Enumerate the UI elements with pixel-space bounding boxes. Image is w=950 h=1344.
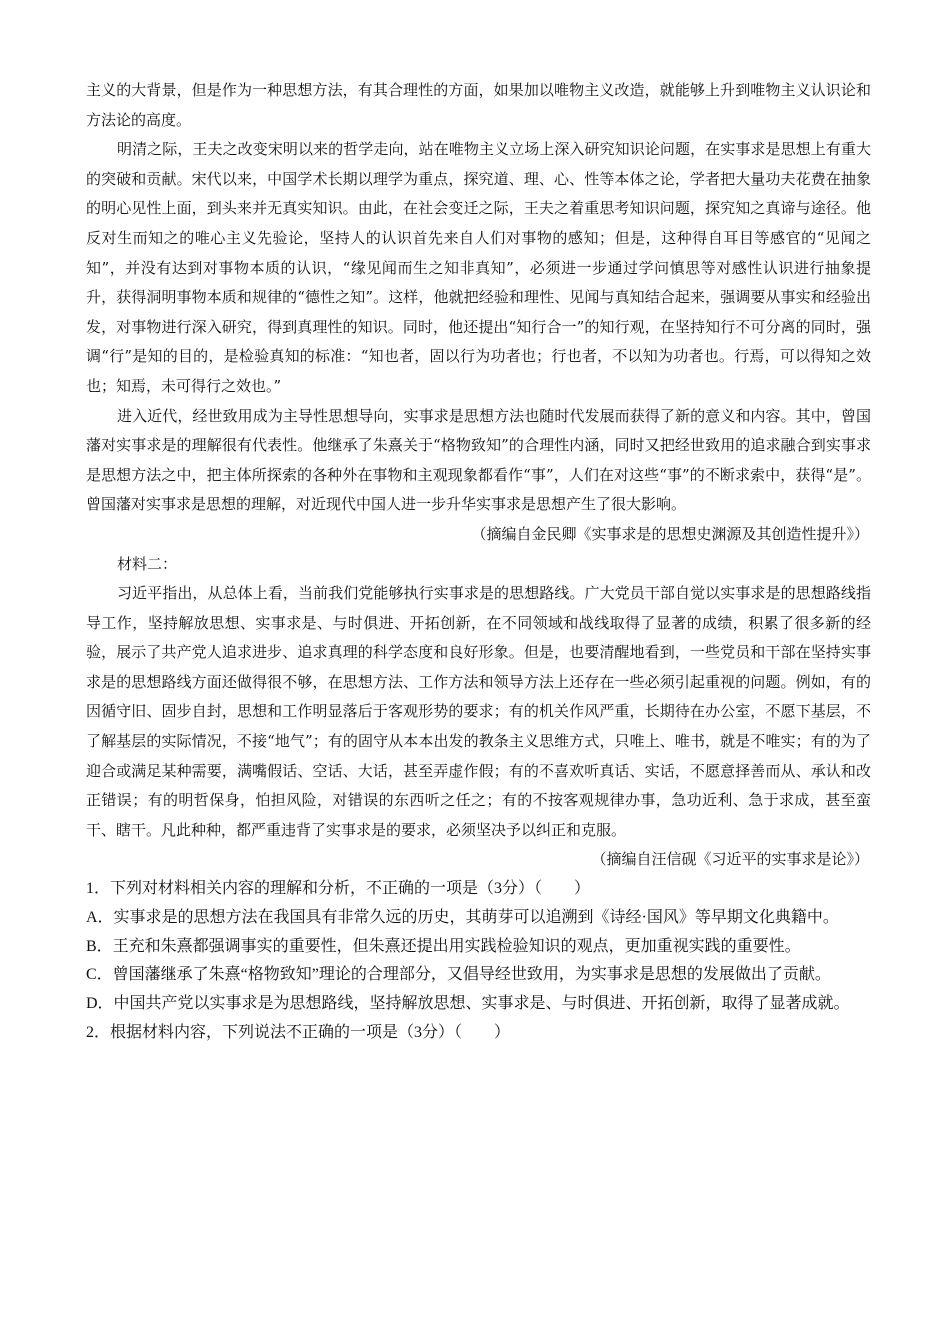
material-one: [86, 76, 871, 550]
question-1-option-a: A．实事求是的思想方法在我国具有非常久远的历史，其萌芽可以追溯到《诗经·国风》等早期文化典籍中。: [86, 908, 839, 926]
exam-page: [86, 76, 871, 1048]
question-1-option-d: D．中国共产党以实事求是为思想路线，坚持解放思想、实事求是、与时俱进、开拓创新，取得了显著成就。: [86, 995, 850, 1013]
material-one-source: （摘编自金民卿《实事求是的思想史渊源及其创造性提升》）: [471, 524, 869, 543]
material-two: [86, 550, 871, 876]
material-two-paragraph: 习近平指出，从总体上看，当前我们党能够执行实事求是的思想路线。广大党员干部自觉以实事求是的思想路线指导工作，坚持解放思想、实事求是、与时俱进、开拓创新，在不同领域和战线取得了显著的成绩，积累了很多新的经验，展示了共产党人追求进步、追求真理的科学态度和良好形象。但是，也要清醒地看到，一些党员和干部在坚持实事求是的思想路线方面还做得很不够，在思想方法、工作方法和领导方法上还存在一些必须引起重视的问题。例如，有的因循守旧、固步自封，思想和工作明显落后于客观形势的要求；有的机关作风严重，长期待在办公室，不愿下基层，不了解基层的实际情况，不接“地气”；有的固守从本本出发的教条主义思维方式，只唯上、唯书，就是不唯实；有的为了迎合或满足某种需要，满嘴假话、空话、大话，甚至弄虚作假；有的不喜欢听真话、实话，不愿意择善而从、承认和改正错误；有的明哲保身，怕担风险，对错误的东西听之任之；有的不按客观规律办事，急功近利、急于求成，甚至蛮干、瞎干。凡此种种，都严重违背了实事求是的要求，必须坚决予以纠正和克服。: [86, 584, 871, 839]
material-two-label: 材料二：: [117, 554, 178, 573]
question-1-option-c: C．曾国藩继承了朱熹“格物致知”理论的合理部分，又倡导经世致用，为实事求是思想的发展做出了贡献。: [86, 966, 831, 984]
material-one-paragraph-1: 主义的大背景，但是作为一种思想方法，有其合理性的方面，如果加以唯物主义改造，就能够上升到唯物主义认识论和方法论的高度。: [86, 81, 871, 129]
material-two-source: （摘编自汪信砚《习近平的实事求是论》）: [591, 850, 869, 869]
material-one-paragraph-3: 进入近代，经世致用成为主导性思想导向，实事求是思想方法也随时代发展而获得了新的意义和内容。其中，曾国藩对实事求是的理解很有代表性。他继承了朱熹关于“格物致知”的合理性内涵，同时又把经世致用的追求融合到实事求是思想方法之中，把主体所探索的各种外在事物和主观现象都看作“事”，人们在对这些“事”的不断求索中，获得“是”。曾国藩对实事求是思想的理解，对近现代中国人进一步升华实事求是思想产生了很大影响。: [86, 406, 871, 514]
question-1-stem: 1．下列对材料相关内容的理解和分析，不正确的一项是（3分）（ ）: [86, 880, 591, 898]
question-2-stem: 2．根据材料内容，下列说法不正确的一项是（3分）（ ）: [86, 1024, 511, 1042]
question-1-option-b: B．王充和朱熹都强调事实的重要性，但朱熹还提出用实践检验知识的观点，更加重视实践的重要性。: [86, 937, 801, 955]
questions-section: [86, 875, 871, 1048]
material-one-paragraph-2: 明清之际，王夫之改变宋明以来的哲学走向，站在唯物主义立场上深入研究知识论问题，在实事求是思想上有重大的突破和贡献。宋代以来，中国学术长期以理学为重点，探究道、理、心、性等本体之论，学者把大量功夫花费在抽象的明心见性上面，到头来并无真实知识。由此，在社会变迁之际，王夫之着重思考知识问题，探究知之真谛与途径。他反对生而知之的唯心主义先验论，坚持人的认识首先来自人们对事物的感知；但是，这种得自耳目等感官的“见闻之知”，并没有达到对事物本质的认识，“缘见闻而生之知非真知”，必须进一步通过学问慎思等对感性认识进行抽象提升，获得洞明事物本质和规律的“德性之知”。这样，他就把经验和理性、见闻与真知结合起来，强调要从事实和经验出发，对事物进行深入研究，得到真理性的知识。同时，他还提出“知行合一”的知行观，在坚持知行不可分离的同时，强调“行”是知的目的，是检验真知的标准：“知也者，固以行为功者也；行也者，不以知为功者也。行焉，可以得知之效也；知焉，未可得行之效也。”: [86, 140, 871, 395]
